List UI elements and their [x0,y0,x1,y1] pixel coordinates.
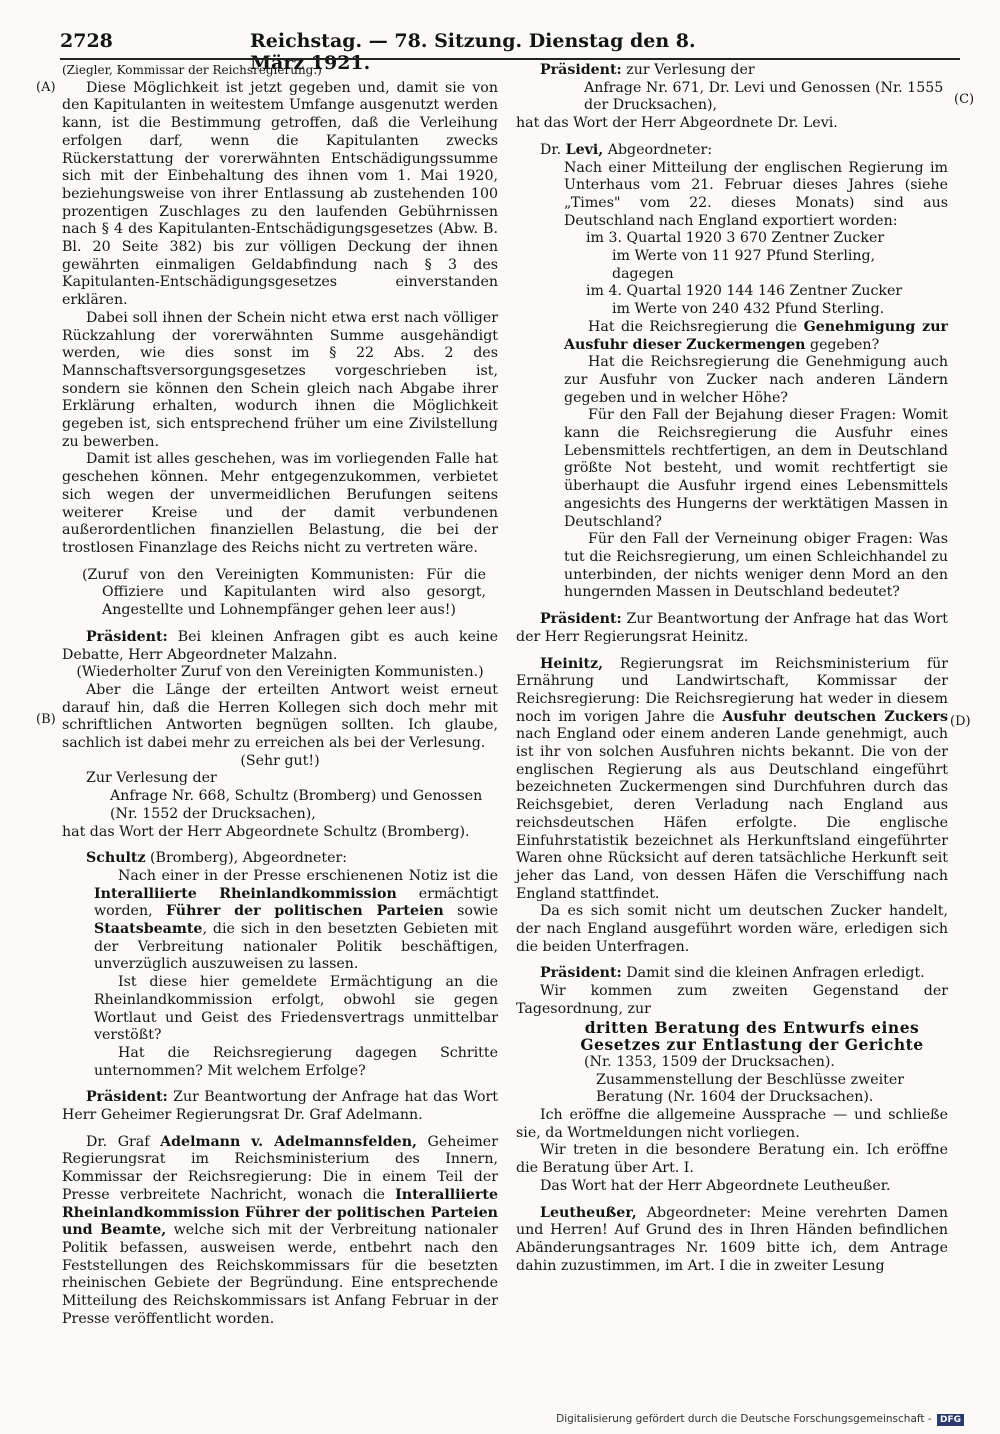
paragraph [62,868,498,974]
bold-run: Genehmigung zur Ausfuhr dieser Zuckermengen [564,318,948,353]
text-run: Geheimer Regierungsrat im Reichsministerium des Innern, Kommissar der Reichsregierung: Die in einem Teil der Presse verbreitete Nachricht, wonach die [62,1133,498,1203]
speaker-role: (Bromberg), Abgeordneter: [145,850,348,867]
page-number: 2728 [60,30,113,52]
text-run: , die sich in den besetzten Gebieten mit der Verbreitung nationaler Politik beschäftigen, unverzüglich auszuweisen zu lassen. [94,921,498,973]
agenda-item-title: dritten Beratung des Entwurfs eines Gesetzes zur Entlastung der Gerichte [580,1017,924,1055]
margin-marker-b: (B) [36,712,56,727]
margin-marker-d: (D) [950,714,971,729]
export-line: im 4. Quartal 1920 144 146 Zentner Zucker [586,283,903,300]
bold-run: Interalliierte Rheinlandkommission [94,885,397,902]
bold-run: Interalliierte Rheinlandkommission Führer der politischen Parteien und Beamte, [62,1186,498,1239]
president-statement [62,1089,498,1124]
paragraph: hat das Wort der Herr Abgeordnete Schultz (Bromberg). [62,823,470,840]
paragraph: Hat die Reichsregierung die Genehmigung auch zur Ausfuhr von Zucker nach anderen Ländern gegeben und in welcher Höhe? [564,354,948,406]
paragraph: Dabei soll ihnen der Schein nicht etwa erst nach völliger Rückzahlung der vorerwähnten Summe ausgehändigt werden, wie dies sonst im § 22 Abs. 2 des Mannschaftsversorgungsgesetzes vorgeschrieben ist, sondern sie können den Schein gleich nach Abgabe ihrer Erklärung erhalten, wodurch ihnen die Möglichkeit gegeben ist, sich entsprechend früher um eine Zivilstellung zu bewerben. [62,309,498,450]
export-line: im Werte von 240 432 Pfund Sterling. [612,301,885,318]
paragraph: Diese Möglichkeit ist jetzt gegeben und, damit sie von den Kapitulanten in weitestem Umfange ausgenutzt werden kann, ist die Bestimmung getroffen, daß die Verleihung erfolgen darf, wenn die Kapitulanten zwecks Rückerstattung der vorerwähnten Entschädigungssumme sich mit der Einbehaltung des ihnen vom 1. Mai 1920, beziehungsweise von ihrer Entlassung ab zustehenden 100 prozentigen Zuschlages zu den laufenden Gebührnissen nach § 4 des Kapitulanten-Entschädigungsgesetzes (Abw. B. Bl. 20 Seite 382) bis zur völligen Deckung der ihnen gewährten einmaligen Geldabfindung nach § 3 des Kapitulanten-Entschädigungsgesetzes einverstanden erklären. [62,79,498,309]
statement-text: Bei kleinen Anfragen gibt es auch keine Debatte, Herr Abgeordneter Malzahn. [62,628,498,663]
paragraph: Für den Fall der Bejahung dieser Fragen: Womit kann die Reichsregierung die Ausfuhr eines Lebensmittels rechtfertigen, an dem in Deutschland größte Not besteht, und womit rechtfertigt sie überhaupt die Ausfuhr irgend eines Lebensmittels angesichts des Hungerns der werktätigen Massen in Deutschland? [564,407,948,530]
credit-text: Digitalisierung gefördert durch die Deutsche Forschungsgemeinschaft - [556,1413,932,1425]
paragraph: Nach einer Mitteilung der englischen Regierung im Unterhaus vom 21. Februar dieses Jahres (siehe „Times" vom 22. dieses Monats) sind aus Deutschland nach England exportiert worden: [564,159,948,229]
inquiry-reference: Anfrage Nr. 671, Dr. Levi und Genossen (Nr. 1555 der Drucksachen), [584,79,944,114]
text-run: Dr. [540,141,566,158]
dfg-logo: DFG [937,1414,964,1426]
paragraph: Ich eröffne die allgemeine Aussprache — und schließe sie, da Wortmeldungen nicht vorliegen. [516,1107,948,1141]
text-run: Dr. Graf [86,1133,161,1150]
speaker-name: Leutheußer, [540,1204,637,1221]
statement-text: Zur Beantwortung der Anfrage hat das Wort der Herr Regierungsrat Heinitz. [516,611,948,645]
text-run: Hat die Reichsregierung die [588,318,804,335]
president-statement [516,965,948,983]
text-run: nach England oder einem anderen Lande genehmigt, auch ist ihr von solchen Ausfuhren nichts bekannt. Die von der englischen Regierung als aus Deutschland eingeführt bezeichneten Zuckermengen sind Durchfuhren durch das Reichsgebiet, deren Verladung nach England aus reichsdeutschen Häfen erfolgte. Die englische Einfuhrstatistik bezeichnet als Herkunftsland eingeführter Waren ohne Rücksicht auf deren tatsächliche Herkunft seit jeher das Land, von dessen Häfen die Verschiffung nach England stattfindet. [516,726,948,902]
paragraph: Ist diese hier gemeldete Ermächtigung an die Rheinlandkommission erfolgt, obwohl sie gegen Wortlaut und Geist des Friedensvertrags unmittelbar verstößt? [94,974,498,1044]
digitization-credit [556,1413,964,1426]
text-run: ermächtigt worden, [94,885,498,920]
speaker-name: Präsident: [540,965,622,982]
text-run: gegeben? [805,336,880,353]
interjection: (Wiederholter Zuruf von den Vereinigten Kommunisten.) [76,664,484,681]
president-statement [62,629,498,664]
paragraph: hat das Wort der Herr Abgeordnete Dr. Levi. [516,115,838,132]
interjection: (Zuruf von den Vereinigten Kommunisten: Für die Offiziere und Kapitulanten wird also gesorgt, Angestellte und Lohnempfänger gehen leer aus!) [82,566,486,619]
text-run: Regierungsrat im Reichsministerium für Ernährung und Landwirtschaft, Kommissar der Reichsregierung: Die Reichsregierung hat weder in diesem noch im vorigen Jahre die [516,655,948,725]
president-statement [516,611,948,646]
inquiry-reference: Anfrage Nr. 668, Schultz (Bromberg) und Genossen (Nr. 1552 der Drucksachen), [110,788,483,822]
president-statement [516,62,948,80]
export-line: dagegen [612,265,674,282]
margin-marker-c: (C) [954,92,975,107]
paragraph [62,1134,498,1329]
export-line: im Werte von 11 927 Pfund Sterling, [612,248,876,265]
agenda-item-reference: (Nr. 1353, 1509 der Drucksachen). [584,1053,835,1070]
margin-marker-a: (A) [36,80,56,95]
paragraph: Zur Verlesung der [86,770,217,787]
paragraph: Das Wort hat der Herr Abgeordnete Leutheußer. [540,1177,891,1194]
paragraph [516,656,948,904]
paragraph [516,319,948,354]
paragraph: Für den Fall der Verneinung obiger Fragen: Was tut die Reichsregierung, um einen Schleichhandel zu unterbinden, der nichts weniger denn Mord an den hungernden Massen in Deutschland bedeutet? [564,531,948,601]
text-run: sowie [443,903,498,920]
speaker-role: Abgeordneter: [603,141,713,158]
paragraph: Hat die Reichsregierung dagegen Schritte unternommen? Mit welchem Erfolge? [94,1044,498,1079]
paragraph: Aber die Länge der erteilten Antwort weist erneut darauf hin, daß die Herren Kollegen sich doch mehr mit schriftlichen Antworten begnügen sollten. Ich glaube, sachlich ist dabei mehr zu erreichen als bei der Verlesung. [62,681,498,752]
export-line: im 3. Quartal 1920 3 670 Zentner Zucker [586,230,885,247]
bold-run: Ausfuhr deutschen Zuckers [722,708,949,725]
agenda-item-reference: Zusammenstellung der Beschlüsse zweiter Beratung (Nr. 1604 der Drucksachen). [596,1071,905,1106]
speaker-line [516,142,948,160]
text-run: Nach einer in der Presse erschienenen Notiz ist die [118,867,498,884]
paragraph [516,1205,948,1276]
interjection: (Sehr gut!) [240,752,320,769]
bold-run: Führer der politischen Parteien [165,903,444,920]
bold-run: Staatsbeamte [94,921,203,938]
speaker-name: Präsident: [540,62,622,78]
text-run: Abgeordneter: Meine verehrten Damen und Herren! Auf Grund des in Ihren Händen befindlichen Abänderungsantrages Nr. 1609 bitte ich, dem Antrage dahin zuzustimmen, im Art. I die in zweiter Lesung [516,1204,948,1274]
paragraph: Wir treten in die besondere Beratung ein. Ich eröffne die Beratung über Art. I. [516,1142,948,1177]
speaker-name: Schultz [86,850,146,867]
paragraph: Da es sich somit nicht um deutschen Zucker handelt, der nach England ausgeführt worden wäre, erledigen sich die beiden Unterfragen. [516,903,948,955]
speaker-name: Adelmann v. Adelmannsfelden, [160,1133,417,1150]
header-rule [60,58,960,60]
statement-text: zur Verlesung der [621,62,755,78]
text-run: welche sich mit der Verbreitung nationaler Politik befassen, ausweisen werde, entbehrt nach den Feststellungen des Reichskommissars für die besetzten rheinischen Gebiete der Begründung. Eine entsprechende Mitteilung des Reichskommissars ist Anfang Februar in der Presse veröffentlicht worden. [62,1222,498,1327]
speaker-name: Präsident: [540,611,622,628]
paragraph: Damit ist alles geschehen, was im vorliegenden Falle hat geschehen können. Mehr entgegenzukommen, verbietet sich wegen der unvermeidlichen Berufungen seitens weiterer Kreise und der damit verbundenen außerordentlichen finanziellen Belastung, die bei der trostlosen Finanzlage des Reichs nicht zu vertreten wäre. [62,451,498,556]
speaker-line [62,850,498,868]
speaker-name: Heinitz, [540,655,604,672]
paragraph: Wir kommen zum zweiten Gegenstand der Tagesordnung, zur [516,983,948,1017]
speaker-name: Levi, [565,141,604,158]
speaker-note: (Ziegler, Kommissar der Reichsregierung.) [62,63,322,77]
statement-text: Zur Beantwortung der Anfrage hat das Wort Herr Geheimer Regierungsrat Dr. Graf Adelmann. [62,1089,498,1124]
running-title: Reichstag. — 78. Sitzung. Dienstag den 8. März 1921. [250,30,696,74]
speaker-name: Präsident: [86,1089,168,1106]
right-column [516,62,948,1275]
statement-text: Damit sind die kleinen Anfragen erledigt. [621,965,925,982]
speaker-name: Präsident: [86,628,168,645]
left-column [62,62,498,1329]
